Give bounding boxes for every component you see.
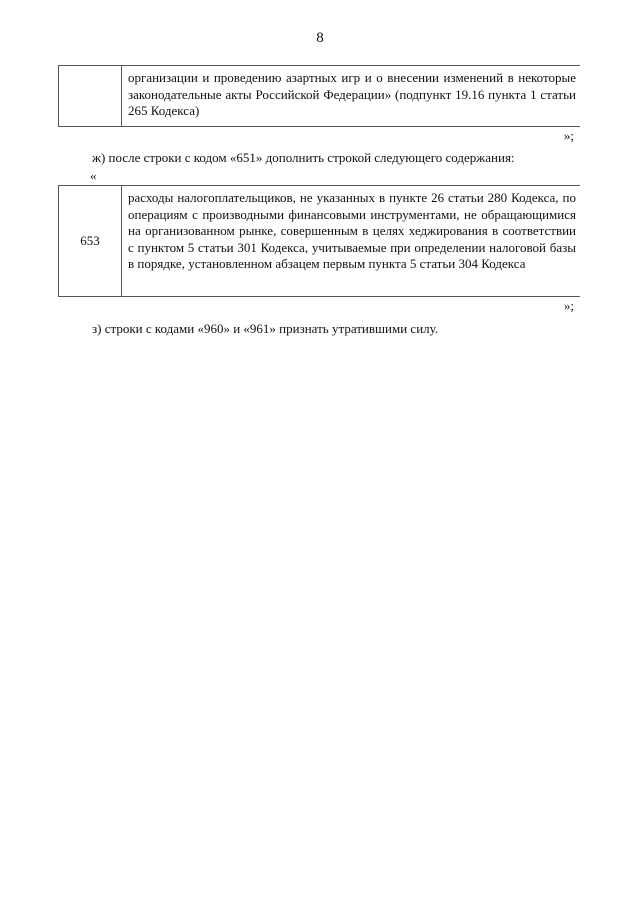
closing-quote: »;	[563, 128, 574, 143]
description-cell: расходы налогоплательщиков, не указанных в пункте 26 статьи 280 Кодекса, по операциям с производными финансовыми инструментами, не обращающимися на организованном рынке, совершенным в целях хеджирования в соответствии с пунктом 5 статьи 301 Кодекса, учитываемые при определении налоговой базы в порядке, установленном абзацем первым пункта 5 статьи 304 Кодекса	[128, 190, 576, 271]
opening-quote: «	[90, 168, 97, 183]
table-new-row	[58, 185, 580, 297]
table-continuation	[58, 65, 580, 127]
description-cell: организации и проведению азартных игр и о внесении изменений в некоторые законодательные акты Российской Федерации» (подпункт 19.16 пункта 1 статьи 265 Кодекса)	[128, 70, 576, 118]
closing-quote: »;	[563, 298, 574, 313]
code-cell: 653	[58, 186, 122, 296]
paragraph-zh: ж) после строки с кодом «651» дополнить строкой следующего содержания:	[92, 150, 515, 165]
page-number: 8	[316, 30, 324, 46]
paragraph-z: з) строки с кодами «960» и «961» признать утратившими силу.	[92, 321, 439, 336]
code-cell-empty	[58, 66, 122, 126]
